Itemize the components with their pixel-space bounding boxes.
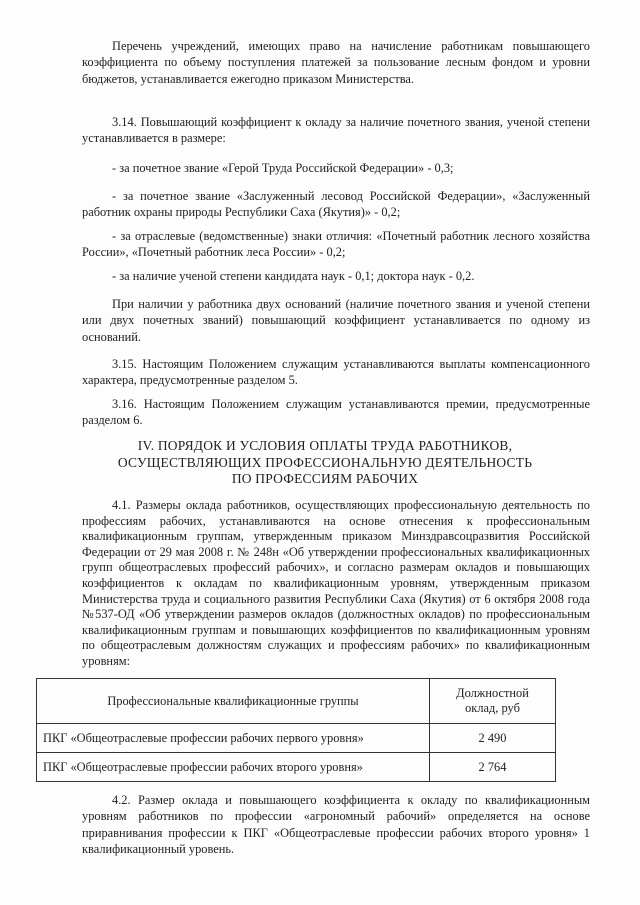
header-qualification-groups: Профессиональные квалификационные группы [37,679,430,724]
row-salary-second-level: 2 764 [430,753,556,782]
heading-line-2: ОСУЩЕСТВЛЯЮЩИХ ПРОФЕССИОНАЛЬНУЮ ДЕЯТЕЛЬНОСТЬ [117,454,533,470]
row-group-first-level: ПКГ «Общеотраслевые профессии рабочих первого уровня» [37,724,430,753]
list-item-academic-degree: - за наличие ученой степени кандидата наук - 0,1; доктора наук - 0,2. [112,269,475,283]
list-item-departmental-awards: - за отраслевые (ведомственные) знаки отличия: «Почетный работник лесного хозяйства России», «Почетный работник леса России» - 0,2; [82,229,590,260]
paragraph-4-1: 4.1. Размеры оклада работников, осуществляющих профессиональную деятельность по профессиям рабочих, устанавливаются на основе отнесения к профессиональным квалификационным группам, утвержденным приказом Минздравсоцразвития Российской Федерации от 29 мая 2008 г. № 248н «Об утверждении профессиональных квалификационных групп общеотраслевых профессий рабочих», и согласно размерам окладов и повышающих коэффициентов к окладам по квалификационным уровням, утвержденным приказом Министерства труда и социального развития Республики Саха (Якутия) от 6 октября 2008 года №537-ОД «Об утверждении размеров окладов (должностных окладов) по профессиональным квалификационным группам и повышающих коэффициентов по квалификационным уровням по общеотраслевым должностям служащих и профессиям рабочих» по квалификационным уровням: [82,498,590,668]
list-item-hero-of-labor: - за почетное звание «Герой Труда Российской Федерации» - 0,3; [112,161,454,175]
table-header-row [37,679,556,724]
header-salary-line-1: Должностной [456,686,529,700]
paragraph-3-15: 3.15. Настоящим Положением служащим устанавливаются выплаты компенсационного характера, предусмотренные разделом 5. [82,357,590,388]
paragraph-3-16: 3.16. Настоящим Положением служащим устанавливаются премии, предусмотренные разделом 6. [82,397,590,428]
heading-line-1: IV. ПОРЯДОК И УСЛОВИЯ ОПЛАТЫ ТРУДА РАБОТНИКОВ, [137,438,513,453]
paragraph-3-14: 3.14. Повышающий коэффициент к окладу за наличие почетного звания, ученой степени устанавливается в размере: [82,115,590,146]
heading-line-3: ПО ПРОФЕССИЯМ РАБОЧИХ [231,471,419,486]
row-group-second-level: ПКГ «Общеотраслевые профессии рабочих второго уровня» [37,753,430,782]
list-item-honored-forester: - за почетное звание «Заслуженный лесовод Российской Федерации», «Заслуженный работник охраны природы Республики Саха (Якутия)» - 0,2; [82,189,590,220]
header-salary [430,679,556,724]
section-heading [110,438,540,488]
paragraph-two-grounds: При наличии у работника двух оснований (наличие почетного звания и ученой степени или двух почетных званий) повышающий коэффициент устанавливается по одному из оснований. [82,297,590,344]
paragraph-institutions-list: Перечень учреждений, имеющих право на начисление работникам повышающего коэффициента по объему поступления платежей за пользование лесным фондом и уровни бюджетов, устанавливается ежегодно приказом Министерства. [82,39,590,86]
row-salary-first-level: 2 490 [430,724,556,753]
table-row [37,753,556,782]
header-salary-line-2: оклад, руб [465,701,520,715]
table-row [37,724,556,753]
salary-table [36,678,556,782]
paragraph-4-2: 4.2. Размер оклада и повышающего коэффициента к окладу по квалификационным уровням работников по профессии «агрономный рабочий» определяется на основе приравнивания профессии к ПКГ «Общеотраслевые профессии рабочих второго уровня» 1 квалификационный уровень. [82,793,590,857]
